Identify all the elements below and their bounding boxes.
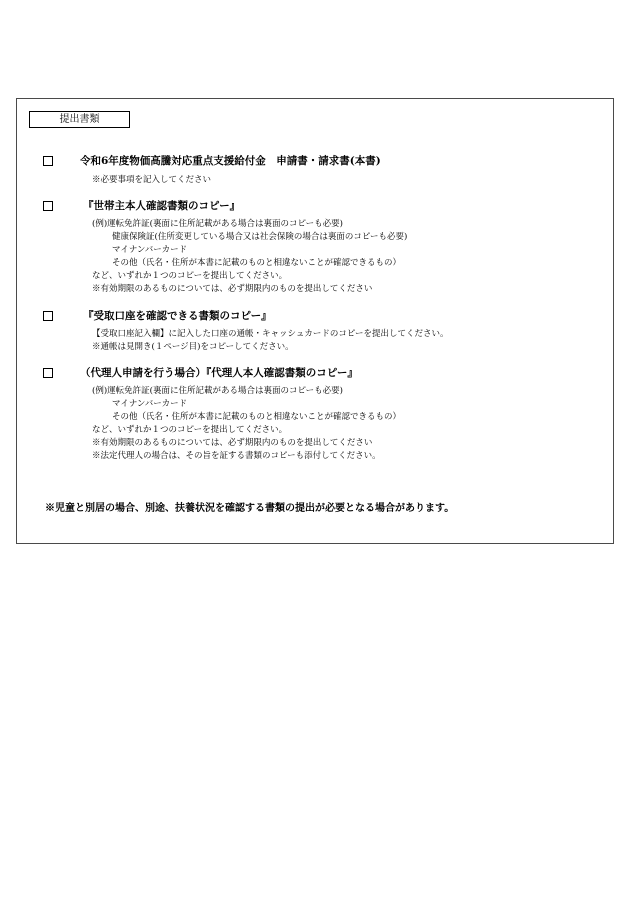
section-line: 【受取口座記入欄】に記入した口座の通帳・キャッシュカードのコピーを提出してください。 [92, 329, 449, 339]
section-line: など、いずれか１つのコピーを提出してください。 [92, 271, 288, 281]
section-line: ※通帳は見開き(１ページ目)をコピーしてください。 [92, 342, 294, 352]
section-line: (例)運転免許証(裏面に住所記載がある場合は裏面のコピーも必要) [92, 386, 343, 396]
section-title-application-form: 令和6年度物価高騰対応重点支援給付金 申請書・請求書(本書) [80, 155, 381, 167]
section-line: マイナンバーカード [112, 245, 188, 255]
section-line: ※必要事項を記入してください [92, 175, 212, 185]
section-line: ※法定代理人の場合は、その旨を証する書類のコピーも添付してください。 [92, 451, 381, 461]
checkbox-householder-id[interactable] [43, 201, 53, 211]
section-line: その他（氏名・住所が本書に記載のものと相違ないことが確認できるもの） [112, 258, 402, 268]
section-line: (例)運転免許証(裏面に住所記載がある場合は裏面のコピーも必要) [92, 219, 343, 229]
section-line: ※有効期限のあるものについては、必ず期限内のものを提出してください [92, 438, 373, 448]
checkbox-bank-account[interactable] [43, 311, 53, 321]
section-line: など、いずれか１つのコピーを提出してください。 [92, 425, 288, 435]
footer-note: ※児童と別居の場合、別途、扶養状況を確認する書類の提出が必要となる場合があります。 [45, 503, 455, 514]
section-line: その他（氏名・住所が本書に記載のものと相違ないことが確認できるもの） [112, 412, 402, 422]
section-line: マイナンバーカード [112, 399, 188, 409]
section-title-householder-id: 『世帯主本人確認書類のコピー』 [83, 200, 241, 212]
section-title-bank-account: 『受取口座を確認できる書類のコピー』 [83, 310, 272, 322]
checkbox-proxy-id[interactable] [43, 368, 53, 378]
section-title-proxy-id: （代理人申請を行う場合）『代理人本人確認書類のコピー』 [80, 367, 358, 379]
section-line: ※有効期限のあるものについては、必ず期限内のものを提出してください [92, 284, 373, 294]
section-line: 健康保険証(住所変更している場合又は社会保険の場合は裏面のコピーも必要) [112, 232, 408, 242]
header-label: 提出書類 [29, 111, 130, 128]
checkbox-application-form[interactable] [43, 156, 53, 166]
